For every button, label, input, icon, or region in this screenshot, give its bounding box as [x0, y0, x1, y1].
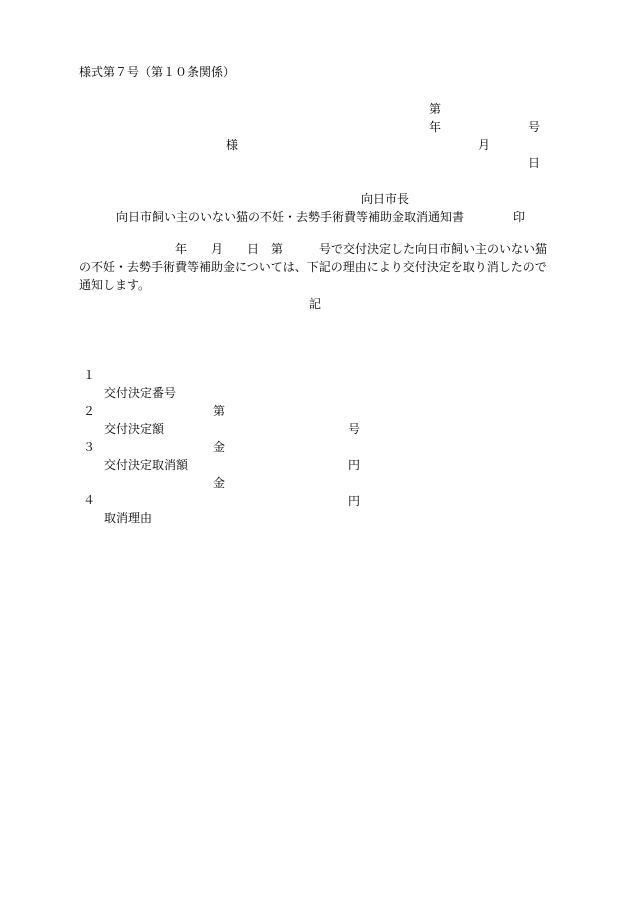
item-label: 取消理由: [104, 511, 153, 525]
item-row: [83, 473, 383, 527]
body-paragraph: [79, 240, 557, 294]
item-number: ３: [83, 440, 96, 454]
item-label: 交付決定番号: [104, 386, 177, 400]
item-prefix: 金: [213, 440, 226, 454]
item-number: ２: [83, 404, 96, 418]
date-day: 日: [528, 156, 541, 170]
item-prefix: 第: [213, 404, 226, 418]
form-label: 様式第７号（第１０条関係）: [79, 65, 236, 79]
sender-name: 向日市長: [361, 192, 410, 206]
item-prefix: 金: [213, 476, 226, 490]
item-number: １: [83, 368, 96, 382]
item-suffix: 号: [348, 422, 361, 436]
number-prefix: 第: [429, 102, 442, 116]
item-suffix: 円: [348, 494, 361, 508]
seal-mark: 印: [513, 210, 526, 224]
item-label: 交付決定額: [104, 422, 165, 436]
date-month: 月: [478, 138, 491, 152]
item-number: ４: [83, 493, 96, 507]
body-line: の不妊・去勢手術費等補助金については、下記の理由により交付決定を取り消したので: [79, 260, 547, 274]
document-date-line: [429, 100, 549, 172]
item-suffix: 円: [348, 458, 361, 472]
date-year: 年: [429, 120, 442, 134]
body-line: 年 月 日 第 号で交付決定した向日市飼い主のいない猫: [79, 242, 548, 256]
number-suffix: 号: [528, 120, 541, 134]
document-title: 向日市飼い主のいない猫の不妊・去勢手術費等補助金取消通知書: [116, 210, 465, 224]
item-label: 交付決定取消額: [104, 458, 189, 472]
note-heading: 記: [309, 297, 322, 311]
body-line: 通知します。: [79, 278, 151, 292]
addressee-suffix: 様: [226, 138, 239, 152]
